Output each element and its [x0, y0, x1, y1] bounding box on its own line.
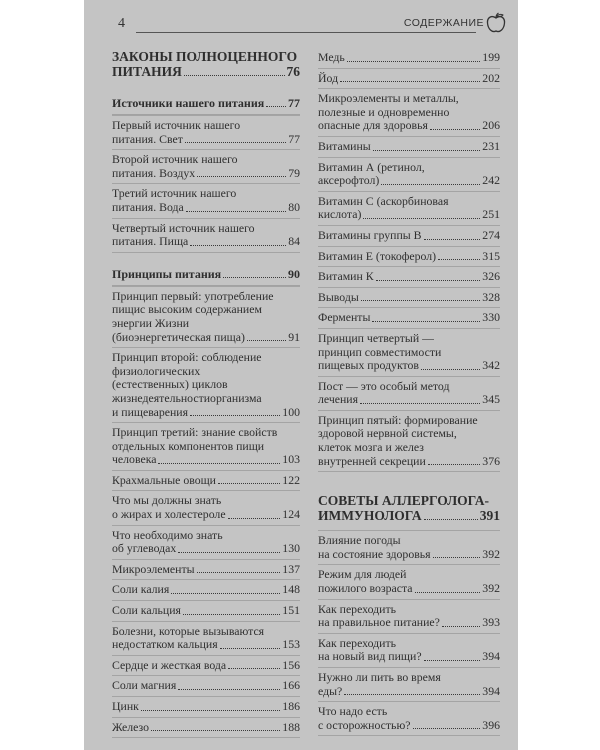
toc-page-number: 394	[482, 683, 500, 698]
toc-entry-row	[112, 133, 300, 147]
toc-entry-row	[112, 235, 300, 249]
toc-page-number: 345	[482, 392, 500, 407]
toc-entry-row	[318, 650, 500, 664]
toc-entry-line: Микроэлементы и металлы,	[318, 91, 459, 106]
toc-entry-title: Витамины группы В	[318, 227, 422, 242]
toc-entry-line: Болезни, которые вызываются	[112, 623, 265, 638]
toc-page-number: 91	[288, 329, 300, 344]
section-gap	[318, 472, 500, 492]
toc-entry[interactable]	[112, 676, 300, 697]
dot-leader	[266, 106, 286, 107]
toc-entry-title: Железо	[112, 719, 149, 734]
dot-leader	[360, 403, 480, 404]
toc-page-number: 393	[482, 615, 500, 630]
toc-entry-line: жизнедеятельностиорганизма	[112, 390, 262, 405]
dot-leader	[344, 694, 480, 695]
toc-entry-title: об углеводах	[112, 541, 177, 556]
toc-entry[interactable]	[112, 601, 300, 622]
toc-entry-line: Первый источник нашего	[112, 118, 241, 132]
dot-leader	[361, 300, 481, 301]
toc-entry-row	[112, 406, 300, 420]
toc-entry-title: Ферменты	[318, 310, 371, 325]
toc-entry[interactable]	[112, 348, 300, 423]
toc-entry-row	[112, 583, 300, 597]
toc-entry[interactable]	[112, 560, 300, 581]
dot-leader	[190, 415, 280, 416]
toc-entry-row	[318, 719, 500, 733]
toc-entry[interactable]	[112, 471, 300, 492]
toc-entry-row	[112, 267, 300, 281]
toc-entry-title: кислота)	[318, 207, 362, 222]
toc-entry-title: на новый вид пищи?	[318, 649, 422, 664]
toc-entry-row	[318, 229, 500, 243]
toc-page-number: 394	[482, 649, 500, 664]
toc-page-number: 251	[482, 207, 500, 222]
toc-entry-row	[112, 604, 300, 618]
dot-leader	[171, 593, 280, 594]
dot-leader	[442, 626, 480, 627]
dot-leader	[178, 552, 280, 553]
toc-entry-title: Соли калия	[112, 582, 170, 597]
toc-entry-line: Что надо есть	[318, 704, 388, 719]
dot-leader	[141, 710, 280, 711]
toc-page-number: 84	[288, 234, 300, 249]
toc-entry[interactable]	[112, 491, 300, 525]
toc-entry[interactable]	[318, 137, 500, 158]
toc-entry[interactable]	[318, 634, 500, 668]
toc-entry-title: ПИТАНИЯ	[112, 64, 182, 79]
toc-entry-title: опасные для здоровья	[318, 118, 428, 133]
toc-entry[interactable]	[318, 377, 500, 411]
toc-entry-line: полезные и одновременно	[318, 104, 450, 119]
toc-page-number: 202	[482, 70, 500, 85]
toc-entry[interactable]	[318, 600, 500, 634]
toc-page-number: 396	[482, 717, 500, 732]
toc-entry-row	[318, 72, 500, 86]
toc-entry-title: Крахмальные овощи	[112, 472, 217, 487]
toc-entry-line: Режим для людей	[318, 567, 407, 582]
toc-entry-row	[318, 685, 500, 699]
toc-entry-line: Что необходимо знать	[112, 527, 223, 542]
toc-entry-title: питания. Пища	[112, 234, 189, 249]
toc-subsection[interactable]	[112, 267, 300, 286]
toc-entry-line: Принцип третий: знание свойств	[112, 425, 278, 440]
apple-icon	[486, 12, 506, 34]
toc-page-number: 166	[282, 678, 300, 693]
toc-entry[interactable]	[112, 219, 300, 253]
toc-entry-line: Как переходить	[318, 601, 397, 616]
toc-entry[interactable]	[112, 718, 300, 739]
toc-entry-title: внутренней секреции	[318, 453, 426, 468]
toc-entry-line: Влияние погоды	[318, 533, 401, 548]
dot-leader	[433, 557, 481, 558]
toc-page-number: 80	[288, 199, 300, 214]
toc-entry-row	[318, 455, 500, 469]
toc-entry-row	[112, 721, 300, 735]
toc-page-number: 342	[482, 358, 500, 373]
dot-leader	[376, 280, 481, 281]
toc-entry-row	[112, 638, 300, 652]
dot-leader	[220, 648, 281, 649]
toc-entry-row	[318, 359, 500, 373]
toc-entry[interactable]	[318, 530, 500, 565]
toc-entry[interactable]	[112, 526, 300, 560]
dot-leader	[158, 463, 280, 464]
dot-leader	[363, 218, 480, 219]
dot-leader	[185, 142, 286, 143]
toc-entry-row	[112, 659, 300, 673]
toc-entry[interactable]	[112, 286, 300, 348]
dot-leader	[430, 129, 480, 130]
toc-page-number: 328	[482, 289, 500, 304]
dot-leader	[186, 211, 286, 212]
toc-entry-line: Пост — это особый метод	[318, 378, 450, 393]
toc-entry-line: энергии Жизни	[112, 315, 190, 330]
toc-page-number: 130	[282, 541, 300, 556]
toc-entry-title: Цинк	[112, 699, 139, 713]
header-rule	[136, 32, 476, 33]
toc-entry-line: Что мы должны знать	[112, 493, 222, 508]
running-header	[84, 14, 518, 38]
dot-leader	[340, 81, 480, 82]
toc-entry-title: Йод	[318, 70, 339, 85]
toc-entry[interactable]	[318, 247, 500, 268]
toc-entry[interactable]	[318, 308, 500, 329]
toc-page-number: 392	[482, 546, 500, 561]
dot-leader	[373, 150, 481, 151]
toc-entry-title: ИММУНОЛОГА	[318, 508, 422, 524]
dot-leader	[218, 483, 280, 484]
toc-page-number: 199	[482, 50, 500, 64]
toc-entry-row	[112, 167, 300, 181]
toc-entry-title: с осторожностью?	[318, 717, 411, 732]
toc-page-number: 392	[482, 581, 500, 596]
dot-leader	[190, 245, 286, 246]
toc-page-number: 153	[282, 637, 300, 652]
toc-entry-row	[112, 474, 300, 488]
toc-entry-title: Витамины	[318, 138, 371, 153]
toc-entry-title: питания. Воздух	[112, 165, 196, 180]
toc-entry-title: (биоэнергетическая пища)	[112, 329, 245, 344]
toc-entry[interactable]	[318, 158, 500, 192]
toc-page-number: 376	[482, 453, 500, 468]
toc-page-number: 274	[482, 227, 500, 242]
toc-entry[interactable]	[318, 411, 500, 472]
toc-page-number: 103	[282, 452, 300, 467]
toc-entry[interactable]	[112, 697, 300, 718]
toc-entry-title: Соли кальция	[112, 603, 181, 618]
dot-leader	[151, 730, 280, 731]
toc-entry-title: о жирах и холестероле	[112, 507, 226, 522]
toc-entry[interactable]	[318, 89, 500, 137]
toc-entry-line: СОВЕТЫ АЛЛЕРГОЛОГА-	[318, 493, 490, 509]
toc-entry[interactable]	[112, 115, 300, 150]
toc-entry-row	[112, 331, 300, 345]
toc-page-number: 206	[482, 118, 500, 133]
dot-leader	[197, 176, 286, 177]
book-page	[84, 0, 518, 750]
toc-entry[interactable]	[112, 184, 300, 218]
toc-page-number: 137	[282, 561, 300, 576]
toc-entry-title: Выводы	[318, 289, 359, 304]
dot-leader	[247, 340, 286, 341]
dot-leader	[381, 184, 480, 185]
toc-entry-row	[112, 201, 300, 215]
dot-leader	[228, 668, 280, 669]
toc-entry-row	[318, 291, 500, 305]
toc-page-number: 77	[288, 131, 300, 146]
dot-leader	[421, 369, 480, 370]
dot-leader	[413, 728, 481, 729]
toc-entry[interactable]	[318, 69, 500, 90]
toc-page-number: 231	[482, 138, 500, 153]
toc-entry-title: Витамин Е (токоферол)	[318, 248, 437, 263]
toc-entry-row	[318, 174, 500, 188]
dot-leader	[415, 592, 481, 593]
toc-entry-title: питания. Свет	[112, 131, 183, 146]
toc-column-left	[112, 48, 300, 738]
toc-entry-title: Источники нашего питания	[112, 96, 265, 110]
toc-page-number: 391	[479, 508, 500, 524]
toc-entry-row	[112, 679, 300, 693]
toc-entry-line: Как переходить	[318, 635, 397, 650]
toc-entry-title: человека	[112, 452, 157, 467]
toc-entry-title: пищевых продуктов	[318, 358, 420, 373]
dot-leader	[428, 464, 481, 465]
toc-entry-row	[318, 140, 500, 154]
dot-leader	[424, 660, 481, 661]
toc-entry-title: аксерофтол)	[318, 173, 380, 188]
toc-entry-title: Соли магния	[112, 678, 177, 693]
toc-page-number: 122	[282, 472, 300, 487]
toc-section[interactable]	[112, 48, 300, 82]
toc-entry-line: здоровой нервной системы,	[318, 426, 457, 441]
toc-entry-line: принцип совместимости	[318, 344, 442, 359]
toc-page-number: 79	[288, 165, 300, 180]
toc-entry-line: ЗАКОНЫ ПОЛНОЦЕННОГО	[112, 49, 298, 64]
toc-entry-title: питания. Вода	[112, 199, 184, 214]
toc-entry-row	[318, 250, 500, 264]
toc-page-number: 90	[288, 266, 300, 281]
toc-entry-title: Медь	[318, 50, 345, 64]
toc-entry[interactable]	[318, 48, 500, 69]
toc-page-number: 100	[282, 404, 300, 419]
toc-entry-row	[112, 64, 300, 79]
toc-entry-title: недостатком кальция	[112, 637, 218, 652]
toc-entry-line: Четвертый источник нашего	[112, 220, 255, 235]
toc-entry-row	[318, 51, 500, 65]
toc-entry-row	[318, 311, 500, 325]
dot-leader	[347, 61, 481, 62]
toc-entry[interactable]	[318, 288, 500, 309]
toc-entry-line: Второй источник нашего	[112, 152, 238, 167]
toc-entry[interactable]	[318, 329, 500, 377]
toc-entry-line: Витамин А (ретинол,	[318, 159, 425, 174]
toc-entry-title: и пищеварения	[112, 404, 189, 419]
toc-entry-line: Витамин С (аскорбиновая	[318, 193, 449, 208]
toc-entry-title: на правильное питание?	[318, 615, 440, 630]
toc-entry[interactable]	[318, 702, 500, 736]
toc-entry-line: Принцип четвертый —	[318, 330, 434, 345]
toc-entry-line: отдельных компонентов пищи	[112, 438, 265, 453]
toc-page-number: 77	[288, 96, 300, 110]
toc-entry[interactable]	[112, 150, 300, 184]
toc-entry-line: клеток мозга и желез	[318, 440, 424, 455]
toc-entry-row	[318, 616, 500, 630]
toc-entry[interactable]	[318, 226, 500, 247]
dot-leader	[438, 259, 480, 260]
toc-entry-row	[112, 563, 300, 577]
dot-leader	[228, 518, 281, 519]
toc-entry[interactable]	[112, 423, 300, 471]
toc-entry-line: Принцип второй: соблюдение	[112, 350, 262, 365]
toc-page-number: 148	[282, 582, 300, 597]
toc-page-number: 76	[286, 64, 300, 79]
toc-page-number: 124	[282, 507, 300, 522]
toc-entry-title: Микроэлементы	[112, 561, 195, 576]
toc-entry-row	[112, 453, 300, 467]
toc-subsection[interactable]	[112, 96, 300, 115]
toc-entry-row	[318, 582, 500, 596]
toc-section[interactable]	[318, 492, 500, 526]
toc-entry-row	[318, 208, 500, 222]
toc-entry-line: Принцип пятый: формирование	[318, 412, 478, 427]
toc-entry-row	[112, 542, 300, 556]
dot-leader	[178, 689, 280, 690]
toc-page-number: 330	[482, 310, 500, 325]
toc-entry-row	[112, 96, 300, 110]
toc-entry[interactable]	[318, 565, 500, 599]
toc-entry[interactable]	[112, 656, 300, 677]
toc-entry-title: Сердце и жесткая вода	[112, 657, 227, 672]
toc-entry-title: пожилого возраста	[318, 581, 413, 596]
dot-leader	[223, 277, 286, 278]
toc-entry-title: лечения	[318, 392, 359, 407]
toc-entry-row	[318, 508, 500, 523]
toc-entry-line: Нужно ли пить во время	[318, 670, 441, 684]
toc-entry-line: пищис высоким содержанием	[112, 302, 262, 317]
toc-entry-title: на состояние здоровья	[318, 546, 431, 561]
toc-entry-row	[318, 393, 500, 407]
toc-entry-title: еды?	[318, 683, 343, 698]
toc-entry-row	[318, 270, 500, 284]
dot-leader	[424, 239, 481, 240]
toc-entry-row	[318, 119, 500, 133]
toc-page-number: 186	[282, 699, 300, 713]
toc-column-right	[318, 48, 500, 736]
dot-leader	[197, 572, 281, 573]
header-title: СОДЕРЖАНИЕ	[400, 17, 484, 29]
toc-entry[interactable]	[112, 580, 300, 601]
toc-entry-line: Принцип первый: употребление	[112, 288, 274, 303]
toc-entry-line: физиологических	[112, 363, 201, 378]
toc-page-number: 188	[282, 719, 300, 734]
dot-leader	[424, 519, 478, 520]
toc-entry[interactable]	[318, 668, 500, 702]
toc-entry[interactable]	[318, 267, 500, 288]
dot-leader	[183, 614, 280, 615]
toc-entry-row	[112, 700, 300, 714]
toc-entry[interactable]	[318, 192, 500, 226]
toc-entry-row	[112, 508, 300, 522]
toc-page-number: 151	[282, 603, 300, 618]
toc-page-number: 315	[482, 248, 500, 263]
toc-entry[interactable]	[112, 622, 300, 656]
toc-entry-line: Третий источник нашего	[112, 186, 237, 201]
page-number: 4	[118, 16, 125, 31]
toc-page-number: 242	[482, 173, 500, 188]
dot-leader	[372, 321, 480, 322]
toc-page-number: 156	[282, 657, 300, 672]
toc-entry-title: Витамин К	[318, 269, 374, 284]
toc-entry-title: Принципы питания	[112, 266, 222, 281]
dot-leader	[184, 75, 285, 76]
toc-entry-row	[318, 548, 500, 562]
toc-page-number: 326	[482, 269, 500, 284]
toc-entry-line: (естественных) циклов	[112, 377, 228, 392]
